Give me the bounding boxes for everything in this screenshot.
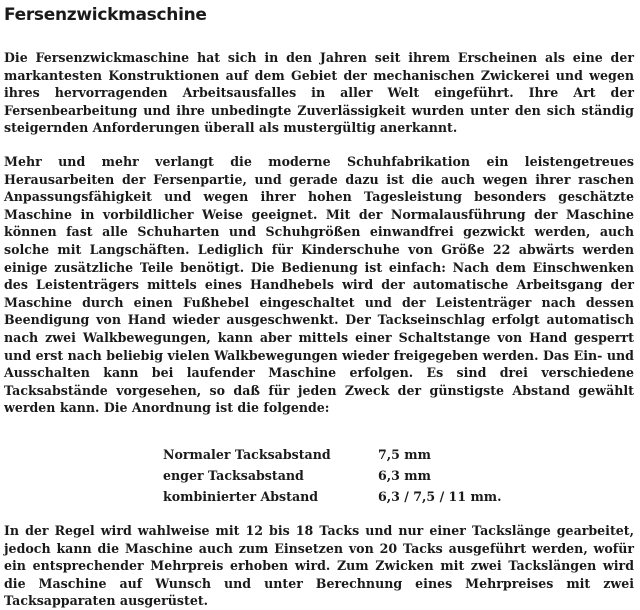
spec-row-normal [163,444,563,465]
paragraph-tack-options: In der Regel wird wahlweise mit 12 bis 18 Tacks und nur einer Tackslänge gearbeitet, jedoch kann die Maschine auch zum Einsetzen von 20 Tacks ausgeführt werden, wofür ein entsprechender Mehrpreis erhoben wird. Zum Zwicken mit zwei Tackslängen wird die Maschine auf Wunsch und unter Berechnung eines Mehrpreises mit zwei Tacksapparaten ausgerüstet. [4,523,634,609]
spec-row-narrow [163,465,563,486]
spec-value: 7,5 mm [378,447,431,462]
spec-value: 6,3 / 7,5 / 11 mm. [378,489,502,504]
tack-spacing-table [163,444,563,507]
spec-value: 6,3 mm [378,468,431,483]
spec-label: kombinierter Abstand [163,489,319,504]
spec-label: Normaler Tacksabstand [163,447,331,462]
paragraph-intro: Die Fersenzwickmaschine hat sich in den Jahren seit ihrem Erscheinen als eine der markantesten Konstruktionen auf dem Gebiet der mechanischen Zwickerei und wegen ihres hervorragenden Arbeitsausfalles in aller Welt eingeführt. Ihre Art der Fersenbearbeitung und ihre unbedingte Zuverlässigkeit wurden unter den sich ständig steigernden Anforderungen überall als mustergültig anerkannt. [4,50,634,136]
paragraph-description: Mehr und mehr verlangt die moderne Schuhfabrikation ein leistengetreues Herausarbeiten der Fersenpartie, und gerade dazu ist die auch wegen ihrer raschen Anpassungsfähigkeit und wegen ihrer hohen Tagesleistung besonders geschätzte Maschine in vorbildlicher Weise geeignet. Mit der Normalausführung der Maschine können fast alle Schuharten und Schuhgrößen einwandfrei gezwickt werden, auch solche mit Langschäften. Lediglich für Kinderschuhe von Größe 22 abwärts werden einige zusätzliche Teile benötigt. Die Bedienung ist einfach: Nach dem Einschwenken des Leistenträgers mittels eines Handhebels wird der automatische Arbeitsgang der Maschine durch einen Fußhebel eingeschaltet und der Leistenträger nach dessen Beendigung von Hand wieder ausgeschwenkt. Der Tackseinschlag erfolgt automatisch nach zwei Walkbewegungen, kann aber mittels einer Schaltstange von Hand gesperrt und erst nach beliebig vielen Walkbewegungen wieder freigegeben werden. Das Ein- und Ausschalten kann bei laufender Maschine erfolgen. Es sind drei verschiedene Tacksabstände vorgesehen, so daß für jeden Zweck der günstigste Abstand gewählt werden kann. Die Anordnung ist die folgende: [4,154,634,416]
spec-row-combined [163,486,563,507]
spec-label: enger Tacksabstand [163,468,304,483]
page-title: Fersenzwickmaschine [4,5,207,25]
